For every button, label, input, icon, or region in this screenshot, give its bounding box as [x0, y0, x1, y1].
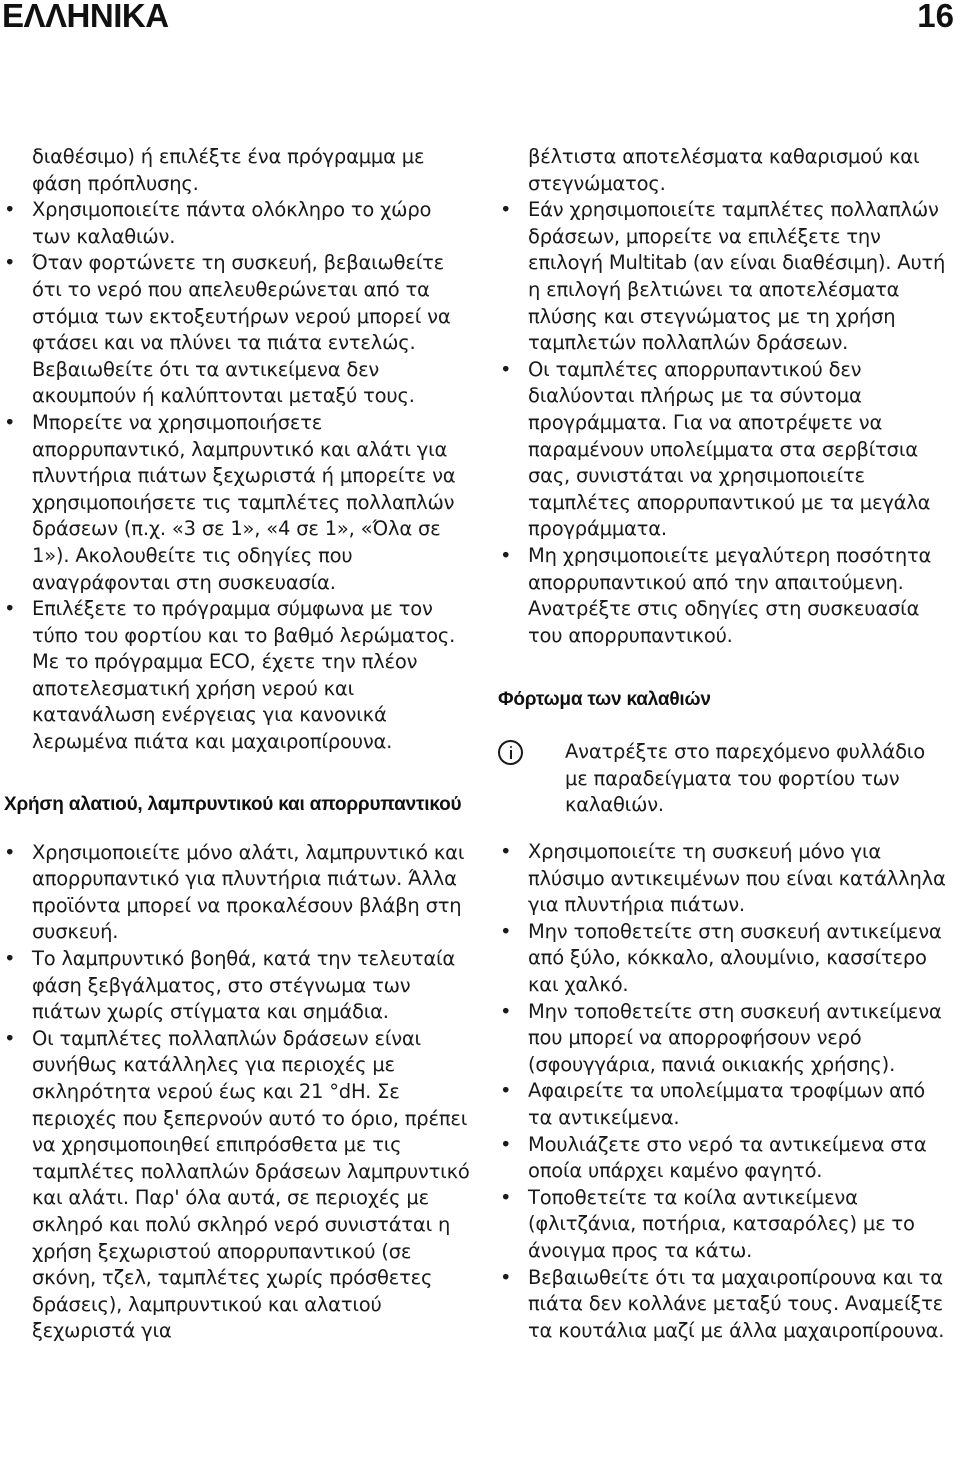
list-item: • Μπορείτε να χρησιμοποιήσετε απορρυπαντικό, λαμπρυντικό και αλάτι για πλυντήρια πιάτων ξεχωριστά ή μπορείτε να χρησιμοποιήσετε τις ταμπλέτες πολλαπλών δράσεων (π.χ. «3 σε 1», «4 σε 1», «Όλα σε 1»). Ακολουθείτε τις οδηγίες που αναγράφονται στη συσκευασία. [32, 410, 472, 596]
info-icon [498, 740, 523, 765]
section-title-detergent: Χρήση αλατιού, λαμπρυντικού και απορρυπαντικού [4, 793, 462, 815]
continued-text: βέλτιστα αποτελέσματα καθαρισμού και στεγνώματος. [528, 145, 920, 195]
info-note-text: Ανατρέξτε στο παρεχόμενο φυλλάδιο με παραδείγματα του φορτίου των καλαθιών. [565, 740, 925, 817]
page-number: 16 [917, 0, 954, 34]
list-item: • Οι ταμπλέτες απορρυπαντικού δεν διαλύονται πλήρως με τα σύντομα προγράμματα. Για να αποτρέψετε να παραμένουν υπολείμματα στα σερβίτσια σας, συνιστάται να χρησιμοποιείτε ταμπλέτες απορρυπαντικού με τα μεγάλα προγράμματα. [528, 357, 948, 543]
tips-list [32, 197, 472, 755]
list-item: • Επιλέξετε το πρόγραμμα σύμφωνα με τον τύπο του φορτίου και το βαθμό λερώματος. Με το πρόγραμμα ECO, έχετε την πλέον αποτελεσματική χρήση νερού και κατανάλωση ενέργειας για κανονικά λερωμένα πιάτα και μαχαιροπίρουνα. [32, 596, 472, 756]
info-note [565, 739, 948, 819]
list-item: • Βεβαιωθείτε ότι τα μαχαιροπίρουνα και τα πιάτα δεν κολλάνε μεταξύ τους. Αναμείξτε τα κουτάλια μαζί με άλλα μαχαιροπίρουνα. [528, 1265, 948, 1345]
list-item: • Χρησιμοποιείτε μόνο αλάτι, λαμπρυντικό και απορρυπαντικό για πλυντήρια πιάτων. Άλλα προϊόντα μπορεί να προκαλέσουν βλάβη στη συσκευή. [32, 840, 472, 946]
list-item: • Μην τοποθετείτε στη συσκευή αντικείμενα από ξύλο, κόκκαλο, αλουμίνιο, κασσίτερο και χαλκό. [528, 919, 948, 999]
list-item: • Μην τοποθετείτε στη συσκευή αντικείμενα που μπορεί να απορροφήσουν νερό (σφουγγάρια, πανιά οικιακής χρήσης). [528, 999, 948, 1079]
list-item: • Χρησιμοποιείτε πάντα ολόκληρο το χώρο των καλαθιών. [32, 197, 472, 250]
right-column [498, 144, 948, 1344]
loading-list [528, 839, 948, 1344]
list-item: • Μη χρησιμοποιείτε μεγαλύτερη ποσότητα απορρυπαντικού από την απαιτούμενη. Ανατρέξτε στις οδηγίες στη συσκευασία του απορρυπαντικού. [528, 543, 948, 649]
page-header [0, 0, 960, 42]
list-item: • Εάν χρησιμοποιείτε ταμπλέτες πολλαπλών δράσεων, μπορείτε να επιλέξετε την επιλογή Multitab (αν είναι διαθέσιμη). Αυτή η επιλογή βελτιώνει τα αποτελέσματα πλύσης και στεγνώματος με τη χρήση ταμπλετών πολλαπλών δράσεων. [528, 197, 948, 357]
section-title-loading: Φόρτωμα των καλαθιών [498, 689, 711, 711]
list-item: • Μουλιάζετε στο νερό τα αντικείμενα στα οποία υπάρχει καμένο φαγητό. [528, 1132, 948, 1185]
left-column [4, 144, 472, 1345]
list-item: • Οι ταμπλέτες πολλαπλών δράσεων είναι συνήθως κατάλληλες για περιοχές με σκληρότητα νερού έως και 21 °dH. Σε περιοχές που ξεπερνούν αυτό το όριο, πρέπει να χρησιμοποιηθεί επιπρόσθετα με τις ταμπλέτες πολλαπλών δράσεων λαμπρυντικό και αλάτι. Παρ' όλα αυτά, σε περιοχές με σκληρό και πολύ σκληρό νερό συνιστάται η χρήση ξεχωριστού απορρυπαντικού (σε σκόνη, τζελ, ταμπλέτες χωρίς πρόσθετες δράσεις), λαμπρυντικού και αλατιού ξεχωριστά για [32, 1026, 472, 1345]
list-item: • Αφαιρείτε τα υπολείμματα τροφίμων από τα αντικείμενα. [528, 1078, 948, 1131]
detergent-list-continued [528, 197, 948, 649]
list-item: • Χρησιμοποιείτε τη συσκευή μόνο για πλύσιμο αντικειμένων που είναι κατάλληλα για πλυντήρια πιάτων. [528, 839, 948, 919]
list-item: • Το λαμπρυντικό βοηθά, κατά την τελευταία φάση ξεβγάλματος, στο στέγνωμα των πιάτων χωρίς στίγματα και σημάδια. [32, 946, 472, 1026]
language-label: ΕΛΛΗΝΙΚΑ [2, 0, 169, 34]
detergent-list [32, 840, 472, 1345]
list-item: • Όταν φορτώνετε τη συσκευή, βεβαιωθείτε ότι το νερό που απελευθερώνεται από τα στόμια των εκτοξευτήρων νερού μπορεί να φτάσει και να πλύνει τα πιάτα εντελώς. Βεβαιωθείτε ότι τα αντικείμενα δεν ακουμπούν ή καλύπτονται μεταξύ τους. [32, 250, 472, 410]
continued-text: διαθέσιμο) ή επιλέξτε ένα πρόγραμμα με φάση πρόπλυσης. [32, 145, 425, 195]
list-item: • Τοποθετείτε τα κοίλα αντικείμενα (φλιτζάνια, ποτήρια, κατσαρόλες) με το άνοιγμα προς τα κάτω. [528, 1185, 948, 1265]
